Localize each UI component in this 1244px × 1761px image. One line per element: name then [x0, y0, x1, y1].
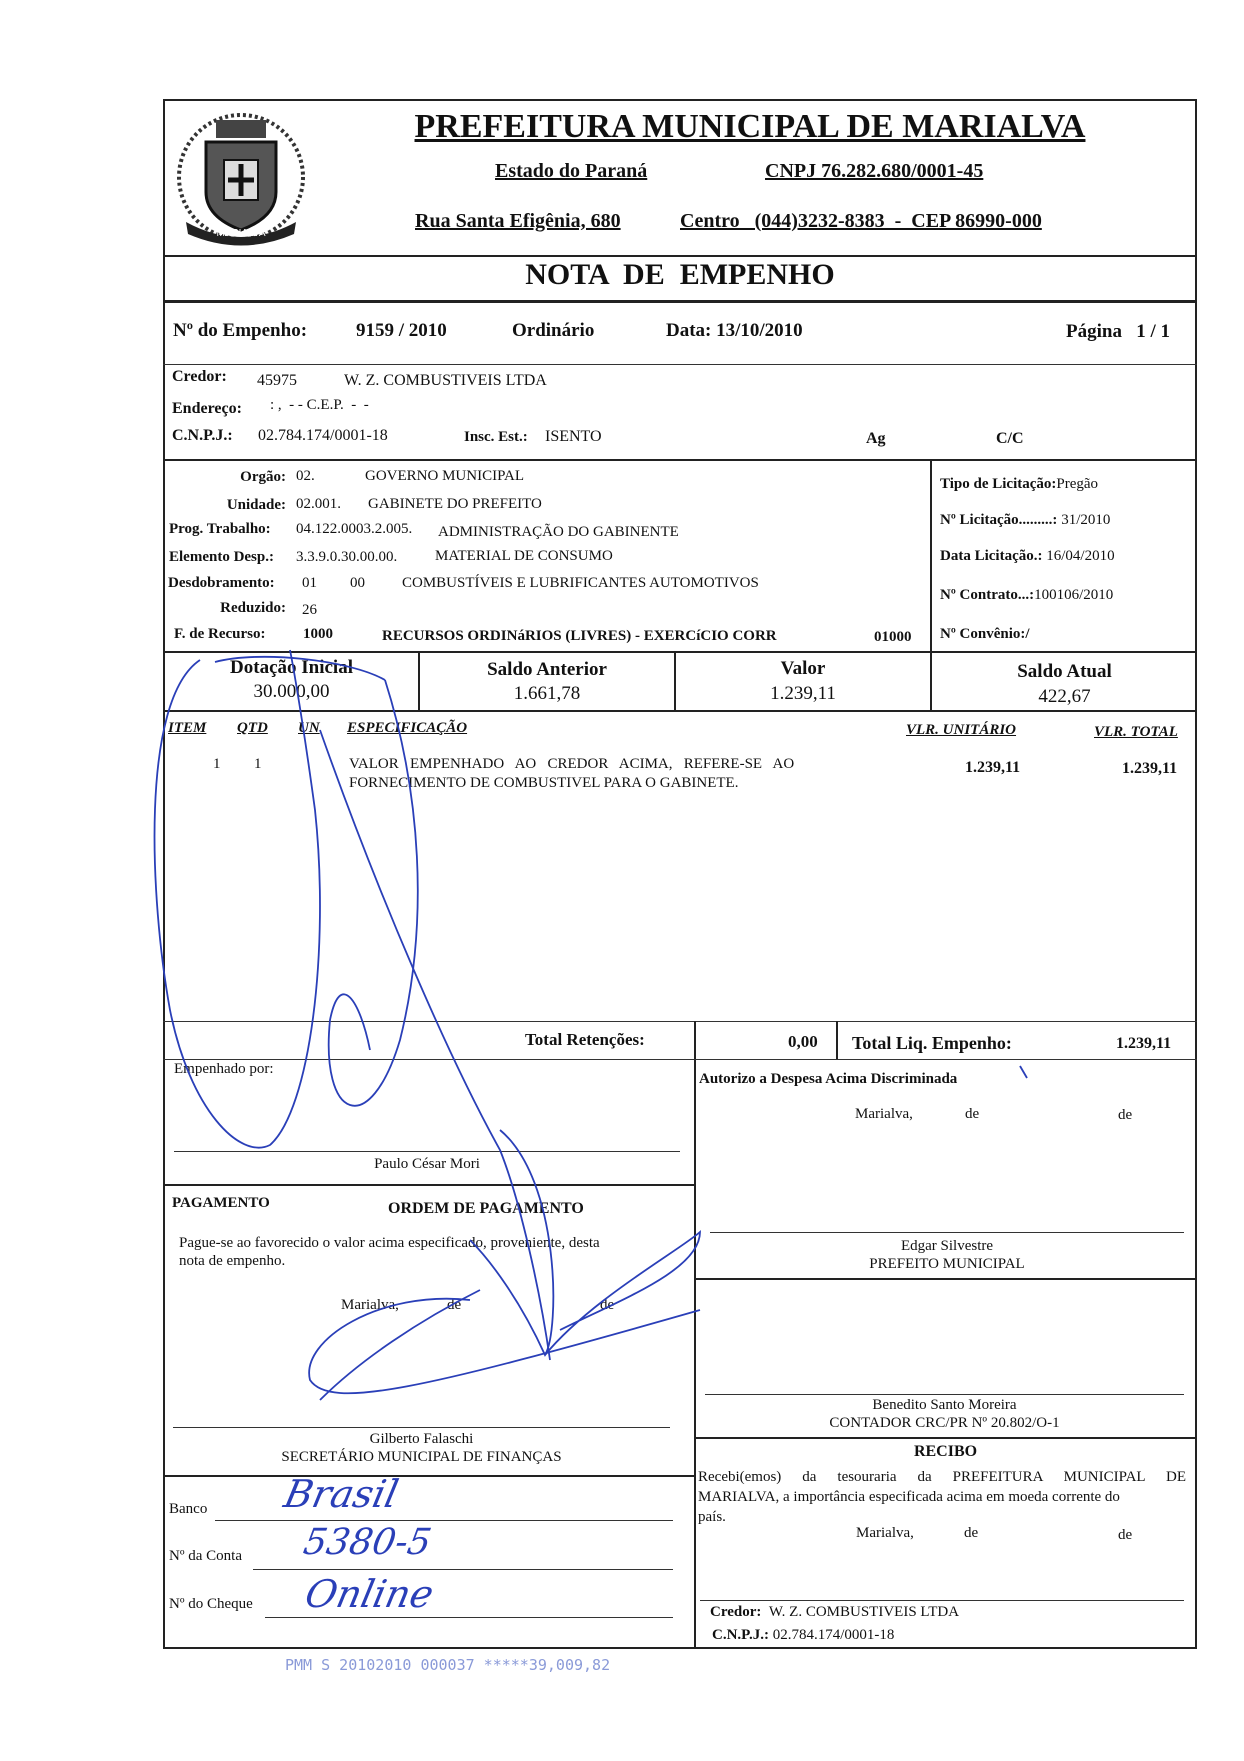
pagamento-label: PAGAMENTO — [172, 1195, 270, 1211]
cheque-line — [265, 1617, 673, 1618]
divider-vertical — [836, 1021, 838, 1059]
valor-label: Valor — [780, 658, 826, 679]
pagamento-place: Marialva, — [341, 1297, 399, 1313]
orgao-code: 02. — [296, 468, 315, 484]
desdobramento-name: COMBUSTÍVEIS E LUBRIFICANTES AUTOMOTIVOS — [402, 575, 759, 591]
agency-label: Ag — [866, 430, 886, 447]
item-number: 1 — [213, 756, 221, 772]
licitacao-type-value: Pregão — [1056, 476, 1099, 492]
divider — [163, 651, 1197, 653]
item-spec-line1: VALOR EMPENHADO AO CREDOR ACIMA, REFERE-SE AO — [349, 756, 795, 772]
recurso-number: 01000 — [874, 629, 912, 645]
document-title: NOTA DE EMPENHO — [525, 258, 835, 291]
saldo-anterior-value: 1.661,78 — [513, 683, 581, 704]
reduzido-value: 26 — [302, 602, 317, 618]
secretario-title: SECRETÁRIO MUNICIPAL DE FINANÇAS — [281, 1449, 562, 1465]
licitacao-number-label: Nº Licitação.........: — [940, 512, 1058, 528]
municipality-street: Rua Santa Efigênia, 680 — [415, 210, 621, 232]
divider — [694, 1437, 1197, 1439]
elemento-code: 3.3.9.0.30.00.00. — [296, 549, 398, 565]
divider — [163, 300, 1197, 303]
licitacao-number-value: 31/2010 — [1061, 512, 1111, 528]
saldo-atual-label: Saldo Atual — [1017, 661, 1112, 682]
conta-line — [253, 1569, 673, 1570]
pagamento-de2: de — [600, 1297, 615, 1313]
recibo-cnpj-value: 02.784.174/0001-18 — [772, 1627, 895, 1643]
recibo-credor-label: Credor: — [710, 1604, 762, 1620]
empenhado-por-label: Empenhado por: — [174, 1061, 274, 1077]
handwritten-conta-value: 5380-5 — [300, 1522, 435, 1563]
ordem-pagamento-label: ORDEM DE PAGAMENTO — [388, 1200, 584, 1217]
prog-trabalho-name: ADMINISTRAÇÃO DO GABINENTE — [438, 524, 679, 540]
elemento-name: MATERIAL DE CONSUMO — [435, 548, 613, 564]
licitacao-date-label: Data Licitação.: — [940, 548, 1043, 564]
dotacao-inicial-value: 30.000,00 — [253, 681, 330, 702]
recurso-label: F. de Recurso: — [174, 626, 266, 642]
secretario-name: Gilberto Falaschi — [369, 1431, 474, 1447]
credor-name: W. Z. COMBUSTIVEIS LTDA — [344, 372, 547, 389]
recibo-text-line1: Recebi(emos) da tesouraria da PREFEITURA MUNICIPAL DE — [698, 1469, 1186, 1485]
autorizo-de2: de — [1118, 1107, 1133, 1123]
signature-line — [174, 1151, 680, 1152]
footer-stamp: PMM S 20102010 000037 *****39,009,82 — [285, 1656, 611, 1674]
contador-title: CONTADOR CRC/PR Nº 20.802/O-1 — [829, 1415, 1060, 1431]
prog-trabalho-code: 04.122.0003.2.005. — [296, 521, 413, 537]
signature-line — [705, 1394, 1184, 1395]
recibo-text-line2: MARIALVA, a importância especificada acima em moeda corrente do — [698, 1489, 1120, 1505]
recurso-name: RECURSOS ORDINáRIOS (LIVRES) - EXERCíCIO CORR — [382, 628, 777, 644]
unidade-label: Unidade: — [226, 497, 286, 513]
recibo-credor — [710, 1604, 959, 1621]
divider — [163, 459, 1197, 461]
convenio-label: Nº Convênio:/ — [940, 626, 1030, 642]
prefeito-title: PREFEITO MUNICIPAL — [869, 1256, 1025, 1272]
pagamento-text-line1: Pague-se ao favorecido o valor acima especificado, proveniente, desta — [179, 1235, 600, 1251]
pagamento-de1: de — [447, 1297, 462, 1313]
signature-line — [173, 1427, 670, 1428]
unidade-name: GABINETE DO PREFEITO — [368, 496, 542, 512]
prefeito-name: Edgar Silvestre — [900, 1238, 994, 1254]
item-spec-line2: FORNECIMENTO DE COMBUSTIVEL PARA O GABINETE. — [349, 775, 739, 791]
divider — [163, 1475, 694, 1477]
prog-trabalho-label: Prog. Trabalho: — [169, 521, 271, 537]
licitacao-date — [940, 548, 1115, 565]
desdobramento-sub: 00 — [350, 575, 365, 591]
insc-est-label: Insc. Est.: — [464, 429, 528, 445]
handwritten-cheque-value: Online — [301, 1572, 438, 1616]
dotacao-inicial-label: Dotação Inicial — [230, 657, 353, 678]
col-valor-unitario: VLR. UNITÁRIO — [906, 722, 1017, 738]
credor-label: Credor: — [172, 368, 227, 385]
divider — [163, 255, 1197, 257]
empenhado-por-name: Paulo César Mori — [374, 1156, 480, 1172]
cheque-label: Nº do Cheque — [169, 1596, 253, 1612]
elemento-label: Elemento Desp.: — [169, 549, 274, 565]
recibo-text-line3: país. — [698, 1509, 726, 1525]
credor-cnpj-label: C.N.P.J.: — [172, 427, 233, 444]
banco-label: Banco — [169, 1501, 208, 1517]
municipality-contact: Centro (044)3232-8383 - CEP 86990-000 — [680, 210, 1042, 232]
seal-ribbon-text: MARIALVA — [216, 228, 266, 239]
handwritten-banco-value: Brasil — [280, 1472, 403, 1516]
orgao-label: Orgão: — [240, 469, 286, 485]
orgao-name: GOVERNO MUNICIPAL — [365, 468, 525, 484]
empenho-number-label: Nº do Empenho: — [173, 320, 308, 341]
municipality-title: PREFEITURA MUNICIPAL DE MARIALVA — [414, 108, 1086, 145]
col-qtd: QTD — [237, 720, 268, 736]
divider — [694, 1278, 1197, 1280]
reduzido-label: Reduzido: — [220, 600, 286, 616]
recibo-place: Marialva, — [856, 1525, 914, 1541]
divider-vertical — [930, 459, 932, 651]
total-liquido-value: 1.239,11 — [1116, 1035, 1172, 1052]
divider — [163, 1184, 694, 1186]
item-total: 1.239,11 — [1122, 760, 1178, 777]
recibo-de2: de — [1118, 1527, 1133, 1543]
empenho-date: Data: 13/10/2010 — [666, 320, 803, 341]
contrato-number — [940, 587, 1113, 604]
valor-value: 1.239,11 — [770, 683, 836, 704]
autorizo-label: Autorizo a Despesa Acima Discriminada — [699, 1071, 958, 1087]
unidade-code: 02.001. — [296, 496, 341, 512]
autorizo-de1: de — [965, 1106, 980, 1122]
municipality-cnpj: CNPJ 76.282.680/0001-45 — [765, 160, 984, 182]
signature-line — [710, 1232, 1184, 1233]
saldo-atual-value: 422,67 — [1038, 686, 1091, 707]
col-item: ITEM — [168, 720, 207, 736]
total-liquido-label: Total Liq. Empenho: — [852, 1033, 1012, 1053]
item-unit-price: 1.239,11 — [965, 759, 1021, 776]
divider — [163, 364, 1197, 365]
divider — [163, 1021, 1197, 1022]
licitacao-type — [940, 476, 1098, 493]
col-valor-total: VLR. TOTAL — [1094, 724, 1178, 740]
empenho-type: Ordinário — [512, 320, 595, 341]
recibo-label: RECIBO — [913, 1443, 978, 1460]
credor-code: 45975 — [257, 372, 297, 389]
licitacao-number — [940, 512, 1110, 529]
credor-cnpj: 02.784.174/0001-18 — [258, 427, 388, 444]
licitacao-date-value: 16/04/2010 — [1046, 548, 1115, 564]
recibo-de1: de — [964, 1525, 979, 1541]
address-label: Endereço: — [172, 400, 242, 417]
insc-est-value: ISENTO — [545, 428, 602, 445]
col-especificacao: ESPECIFICAÇÃO — [347, 720, 468, 736]
signature-line — [700, 1600, 1184, 1601]
pagamento-text-line2: nota de empenho. — [179, 1253, 286, 1269]
recibo-cnpj-label: C.N.P.J.: — [712, 1627, 769, 1643]
desdobramento-label: Desdobramento: — [168, 575, 275, 591]
address-value: : , - - C.E.P. - - — [270, 397, 369, 413]
licitacao-type-label: Tipo de Licitação: — [940, 476, 1057, 492]
saldo-anterior-label: Saldo Anterior — [487, 659, 607, 680]
autorizo-place: Marialva, — [855, 1106, 913, 1122]
contrato-value: 100106/2010 — [1034, 587, 1114, 603]
page-number: Página 1 / 1 — [1066, 321, 1170, 342]
contrato-label: Nº Contrato...: — [940, 587, 1035, 603]
total-retencoes-value: 0,00 — [788, 1032, 818, 1051]
total-retencoes-label: Total Retenções: — [525, 1030, 645, 1049]
divider — [163, 1059, 1197, 1060]
recibo-cnpj — [712, 1627, 894, 1644]
col-un: UN — [298, 720, 320, 736]
conta-label: Nº da Conta — [169, 1548, 242, 1564]
divider — [163, 710, 1197, 712]
recurso-code: 1000 — [303, 626, 333, 642]
desdobramento-code: 01 — [302, 575, 317, 591]
divider-vertical — [694, 1021, 696, 1649]
municipal-seal — [166, 102, 316, 252]
state-name: Estado do Paraná — [495, 160, 648, 182]
empenho-number: 9159 / 2010 — [356, 320, 447, 341]
account-label: C/C — [996, 430, 1024, 447]
contador-name: Benedito Santo Moreira — [872, 1397, 1017, 1413]
banco-line — [215, 1520, 673, 1521]
item-qtd: 1 — [254, 756, 262, 772]
recibo-credor-name: W. Z. COMBUSTIVEIS LTDA — [768, 1604, 960, 1620]
